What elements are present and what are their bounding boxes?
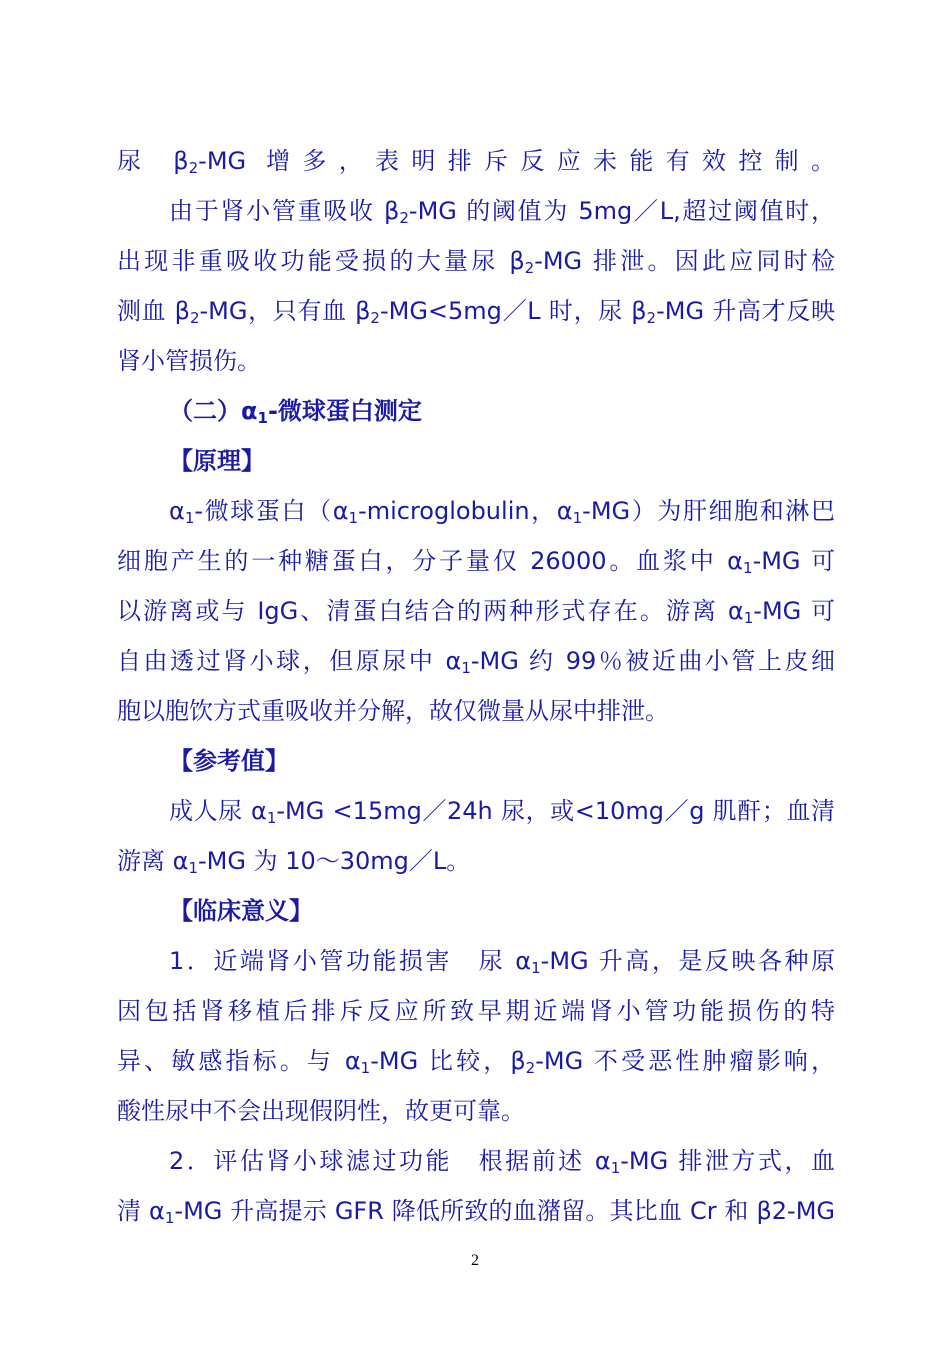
paragraph-line: 肾小管损伤。 (117, 347, 261, 375)
page-number: 2 (471, 1252, 479, 1269)
paragraph-line: 1．近端肾小管功能损害 尿 $\alpha_1-MG$ 升高，是反映各种原 (169, 947, 836, 977)
paragraph-line: 酸性尿中不会出现假阴性，故更可靠。 (117, 1097, 525, 1125)
paragraph-line: 出现非重吸收功能受损的大量尿 $\beta_2-MG$ 排泄。因此应同时检 (117, 247, 835, 277)
subsection-heading: 【临床意义】 (169, 897, 313, 925)
paragraph-line: 以游离或与 IgG、清蛋白结合的两种形式存在。游离 $\alpha_1-MG$ 可 (117, 597, 835, 627)
section-heading: （二）$\alpha_1-$微球蛋白测定 (169, 397, 422, 427)
paragraph-line: 胞以胞饮方式重吸收并分解，故仅微量从尿中排泄。 (117, 697, 669, 725)
subsection-heading: 【原理】 (169, 447, 265, 475)
paragraph-line: 由于肾小管重吸收 $\beta_2-MG$ 的阈值为 5mg／L,超过阈值时， (169, 197, 835, 227)
paragraph-line: 自由透过肾小球，但原尿中 $\alpha_1-MG$ 约 99％被近曲小管上皮细 (117, 647, 836, 677)
paragraph-line: 因包括肾移植后排斥反应所致早期近端肾小管功能损伤的特 (117, 997, 835, 1025)
paragraph-line: 游离 $\alpha_1-MG$ 为 10～30mg／L。 (117, 847, 471, 877)
paragraph-line: 测血 $\beta_2-MG$，只有血 $\beta_2-MG<5mg/L$ 时，尿 $\beta_2-MG$ 升高才反映 (117, 297, 836, 327)
paragraph-line: 成人尿 $\alpha_1-MG$ <15mg／24h 尿，或<10mg／g 肌酐；血清 (169, 797, 836, 827)
paragraph-line: 尿 $\beta_2-MG$ 增多，表明排斥反应未能有效控制。 (117, 147, 835, 177)
body-text (117, 136, 835, 1236)
paragraph-line: 异、敏感指标。与 $\alpha_1-MG$ 比较，$\beta_2-MG$ 不受恶性肿瘤影响， (117, 1047, 835, 1077)
paragraph-line: $\alpha_1-$微球蛋白（$\alpha_1$-microglobulin，$\alpha_1-MG$）为肝细胞和淋巴 (169, 497, 835, 527)
paragraph-line: 细胞产生的一种糖蛋白，分子量仅 26000。血浆中 $\alpha_1-MG$ 可 (117, 547, 836, 577)
paragraph-line: 清 $\alpha_1-MG$ 升高提示 GFR 降低所致的血潴留。其比血 Cr 和 β2-MG (117, 1197, 835, 1227)
subsection-heading: 【参考值】 (169, 747, 289, 775)
paragraph-line: 2．评估肾小球滤过功能 根据前述 $\alpha_1-MG$ 排泄方式，血 (169, 1147, 836, 1177)
